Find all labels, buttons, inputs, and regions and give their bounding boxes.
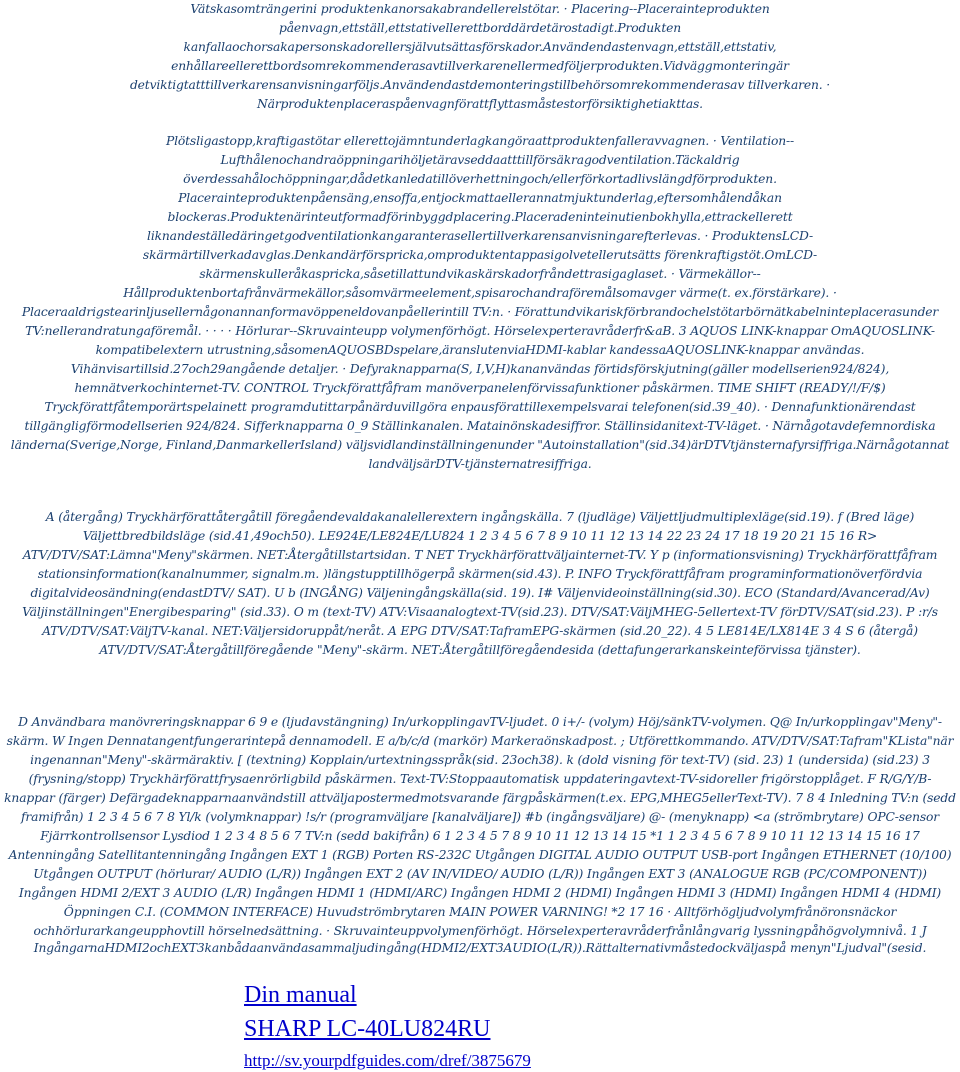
manual-url-link[interactable]: http://sv.yourpdfguides.com/dref/3875679	[244, 1051, 531, 1070]
manual-paragraph-placement: Vätskasomträngerini produktenkanorsakabrandellerelstötar. · Placering--Placerainteprodukten påenvagn,ettställ,ettstativellerettborddärdetärostadigt.Produkten kanfallaochorsakapersonskadorellersjälvutsättasförskador.Användendastenvagn,ettställ,ettstativ, enhållareellerettbordsomrekommenderasavtillverkarenellermedföljerprodukten.Vidväggmonteringär detviktigtatttillverkarensanvisningarföljs.Användendastdemonteringstillbehörsomrekommenderasav tillverkaren. · Närproduktenplaceraspåenvagnförattflyttasmåstestorförsiktighetiakttas.	[129, 2, 831, 111]
model-link[interactable]: SHARP LC-40LU824RU	[244, 1016, 491, 1042]
manual-paragraph-controls-and-ports: D Användbara manövreringsknappar 6 9 e (ljudavstängning) In/urkopplingavTV-ljudet. 0 i+/- (volym) Höj/sänkTV-volymen. Q@ In/urkopplingav"Meny"-skärm. W Ingen Dennatangentfungerarintepå dennamodell. E a/b/c/d (markör) Markeraönskadpost. ; Utförettkommando. ATV/DTV/SAT:Tafram"KLista"när ingenannan"Meny"-skärmäraktiv. [ (textning) Kopplain/urtextningsspråk(sid. 23och38). k (dold visning för text-TV) (sid. 23) 1 (undersida) (sid.23) 3 (frysning/stopp) Tryckhärförattfrysaenrörligbild påskärmen. Text-TV:Stoppaautomatisk uppdateringavtext-TV-sidoreller frigörstopplåget. F R/G/Y/B-knappar (färger) Defärgadeknapparnaanvändstill attväljapostermedmotsvarande färgpåskärmen(t.ex. EPG,MHEG5ellerText-TV). 7 8 4 Inledning TV:n (sedd framifrån) 1 2 3 4 5 6 7 8 Yl/k (volymknappar) !s/r (programväljare [kanalväljare]) #b (ingångsväljare) @- (menyknapp) <a (strömbrytare) OPC-sensor Fjärrkontrollsensor Lysdiod 1 2 3 4 8 5 6 7 TV:n (sedd bakifrån) 6 1 2 3 4 5 7 8 9 10 11 12 13 14 15 *1 1 2 3 4 5 6 7 8 9 10 11 12 13 14 15 16 17 Antenningång Satellitantenningång Ingången EXT 1 (RGB) Porten RS-232C Utgången DIGITAL AUDIO OUTPUT USB-port Ingången ETHERNET (10/100) Utgången OUTPUT (hörlurar/ AUDIO (L/R)) Ingången EXT 2 (AV IN/VIDEO/ AUDIO (L/R)) Ingången EXT 3 (ANALOGUE RGB (PC/COMPONENT)) Ingången HDMI 2/EXT 3 AUDIO (L/R) Ingången HDMI 1 (HDMI/ARC) Ingången HDMI 2 (HDMI) Ingången HDMI 3 (HDMI) Ingången HDMI 4 (HDMI) Öppningen C.I. (COMMON INTERFACE) Huvudströmbrytaren MAIN POWER VARNING! *2 17 16 · Alltförhögljudvolymfrånöronsnäckor ochhörlurarkangeupphovtill hörselnedsättning. · Skruvainteuppvolymenförhögt. Hörselexperteravråderfrånlångvarig lyssningpåhögvolymnivå. 1 J	[4, 715, 956, 938]
manual-paragraph-audio-input: IngångarnaHDMI2ochEXT3kanbådaanvändasammaljudingång(HDMI2/EXT3AUDIO(L/R)).Rättalternativmåstedockväljaspå menyn"Ljudval"(sesid.	[33, 941, 927, 955]
manual-paragraph-ventilation: Plötsligastopp,kraftigastötar ellerettojämntunderlagkangöraattproduktenfalleravvagnen. · Ventilation--Lufthålenochandraöppningarihöljetäravseddaatttillförsäkragodventilation.Täckaldrig överdessahålochöppningar,dådetkanledatillöverhettningoch/ellerförkortadlivslängdförprodukten. Placerainteproduktenpåensäng,ensoffa,entjockmattaellerannatmjuktunderlag,eftersomhålendåkan blockeras.Produktenärinteutformadförinbyggdplacering.Placeradeninteinutienbokhylla,ettrackellerett liknandeställedäringetgodventilationkangaranterasellertillverkarensanvisningarefterlevas. · ProduktensLCD-skärmärtillverkadavglas.Denkandärförspricka,omproduktentappasigolvetellerutsätts förenkraftigstöt.OmLCD-skärmenskulleråkaspricka,såsetillattundvikaskärskadorfråndettrasigaglaset. · Värmekällor--Hållproduktenbortafrånvärmekällor,såsomvärmeelement,spisarochandraföremålsomavger värme(t. ex.förstärkare). · Placeraaldrigstearinljusellernågonannanformavöppeneldovanpåellerintill TV:n. · Förattundvikariskförbrandochelstötarbörnätkabelninteplacerasunder TV:nellerandratungaföremål. · · · · Hörlurar--Skruvainteupp volymenförhögt. Hörselexperteravråderfr&aB. 3 AQUOS LINK-knappar OmAQUOSLINK-kompatibelextern utrustning,såsomenAQUOSBDspelare,äranslutenviaHDMI-kablar kandessaAQUOSLINK-knappar användas. Vihänvisartillsid.27och29angående detaljer. · Defyraknapparna(S, I,V,H)kananvändas förtidsförskjutning(gäller modellserien924/824), hemnätverkochinternet-TV. CONTROL Tryckförattfåfram manöverpanelenförvissafunktioner påskärmen. TIME SHIFT (READY/!/F/$) Tryckförattfåtemporärtspelainett programdutittarpånärduvillgöra enpausförattillexempelsvarai telefonen(sid.39_40). · Dennafunktionärendast tillgängligförmodellserien 924/824. Sifferknapparna 0_9 Ställinkanalen. Matainönskadesiffror. Ställinsidanitext-TV-läget. · Närnågotavdefemnordiska länderna(Sverige,Norge, Finland,DanmarkellerIsland) väljsvidlandinställningenunder "Autoinstallation"(sid.34)ärDTVtjänsternafyrsiffriga.Närnågotannat landväljsärDTV-tjänsternatresiffriga.	[10, 134, 950, 471]
manual-footer	[244, 980, 531, 1072]
manual-paragraph-remote-buttons: A (återgång) Tryckhärförattåtergåtill föregåendevaldakanalellerextern ingångskälla. 7 (ljudläge) Väljettljudmultiplexläge(sid.19). f (Bred läge) Väljettbredbildsläge (sid.41,49och50). LE924E/LE824E/LU824 1 2 3 4 5 6 7 8 9 10 11 12 13 14 22 23 24 17 18 19 20 21 15 16 R> ATV/DTV/SAT:Lämna"Meny"skärmen. NET:Återgåtillstartsidan. T NET Tryckhärförattväljainternet-TV. Y p (informationsvisning) Tryckhärförattfåfram stationsinformation(kanalnummer, signalm.m. )längstupptillhögerpå skärmen(sid.43). P. INFO Tryckförattfåfram programinformationöverfördvia digitalvideosändning(endastDTV/ SAT). U b (INGÅNG) Väljeningångskälla(sid. 19). I# Väljenvideoinställning(sid.30). ECO (Standard/Avancerad/Av) Väljinställningen"Energibesparing" (sid.33). O m (text-TV) ATV:Visaanalogtext-TV(sid.23). DTV/SAT:VäljMHEG-5ellertext-TV förDTV/SAT(sid.23). P :r/s ATV/DTV/SAT:VäljTV-kanal. NET:Väljersidoruppåt/neråt. A EPG DTV/SAT:TaframEPG-skärmen (sid.20_22). 4 5 LE814E/LX814E 3 4 S 6 (återgå) ATV/DTV/SAT:Återgåtillföregående "Meny"-skärm. NET:Återgåtillföregåendesida (dettafungerarkanskeinteförvissa tjänster).	[22, 510, 938, 657]
manual-title-link[interactable]: Din manual	[244, 982, 357, 1008]
